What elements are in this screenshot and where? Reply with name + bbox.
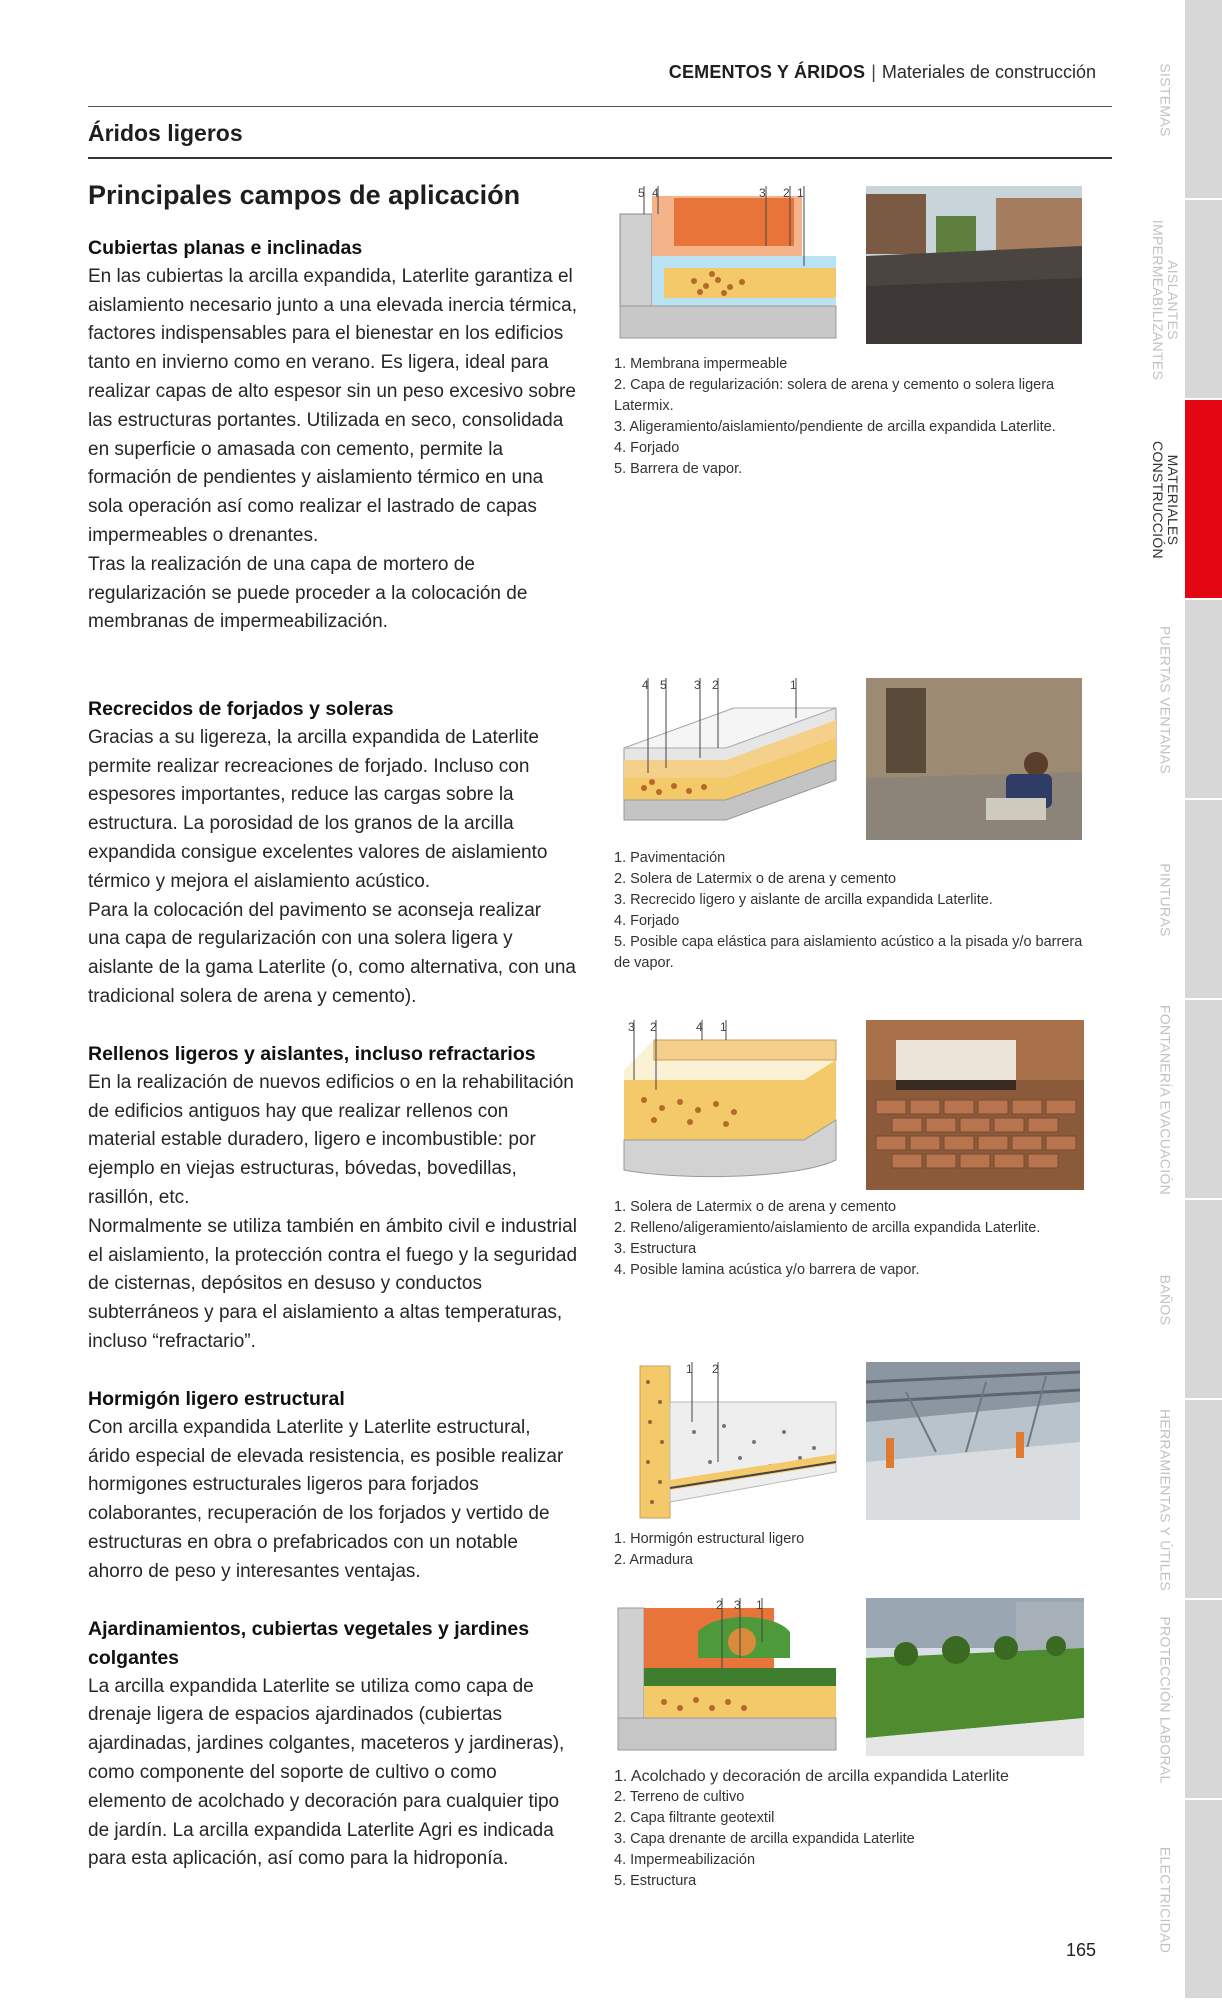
tab-label: SISTEMAS (1157, 63, 1174, 137)
caption-line: 3. Capa drenante de arcilla expandida Laterlite (614, 1831, 915, 1847)
callout-number: 4 (652, 186, 659, 200)
concrete-structure-photo (866, 1362, 1080, 1520)
tab-herramientas[interactable] (1185, 1400, 1222, 1600)
caption-line: 3. Aligeramiento/aislamiento/pendiente de arcilla expandida Laterlite. (614, 419, 1056, 435)
caption-line: 4. Forjado (614, 913, 680, 929)
section-block (88, 1040, 578, 1357)
caption-line: 1. Membrana impermeable (614, 356, 788, 372)
tab-label: PUERTAS VENTANAS (1157, 626, 1174, 774)
caption-line: 1. Solera de Latermix o de arena y cemento (614, 1199, 897, 1215)
caption-line: 4. Posible lamina acústica y/o barrera de vapor. (614, 1262, 920, 1278)
fill-section-diagram (614, 1020, 844, 1190)
paragraph: Normalmente se utiliza también en ámbito civil e industrial el aislamiento, la protección contra el fuego y la seguridad de cisternas, depósitos en desuso y conductos subterráneos y para el aislamiento a altas temperaturas, incluso “refractario”. (88, 1215, 578, 1352)
tab-aislantes[interactable] (1185, 200, 1222, 400)
caption-line: 1. Hormigón estructural ligero (614, 1531, 805, 1547)
running-header (669, 62, 1096, 83)
caption-line: 5. Posible capa elástica para aislamiento acústico a la pisada y/o barrera de vapor. (614, 934, 1083, 971)
tab-label: ELECTRICIDAD (1157, 1846, 1174, 1954)
section-heading: Hormigón ligero estructural (88, 1388, 345, 1410)
garden-roof-photo (866, 1598, 1084, 1756)
tab-label: HERRAMIENTAS Y ÚTILES (1157, 1408, 1174, 1592)
tab-label: BAÑOS (1157, 1274, 1174, 1326)
callout-number: 4 (696, 1020, 703, 1034)
caption-line: 2. Solera de Latermix o de arena y cemento (614, 871, 897, 887)
roof-photo (866, 186, 1082, 344)
callout-number: 2 (650, 1020, 657, 1034)
header-subtitle: Materiales de construcción (881, 62, 1096, 82)
tab-label: FONTANERÍA EVACUACIÓN (1157, 1004, 1174, 1196)
concrete-section-diagram (614, 1362, 844, 1522)
callout-number: 1 (720, 1020, 727, 1034)
paragraph: Gracias a su ligereza, la arcilla expandida de Laterlite permite realizar recreaciones de forjado. Incluso con espesores importantes, reduce las cargas sobre la estructura. La porosidad de los granos de la arcilla expandida consigue excelentes valores de aislamiento térmico y mejora el aislamiento acústico. (88, 726, 548, 892)
caption-line: 4. Forjado (614, 440, 680, 456)
tab-fontaneria[interactable] (1185, 1000, 1222, 1200)
callout-number: 1 (686, 1362, 693, 1376)
caption-line: 3. Recrecido ligero y aislante de arcilla expandida Laterlite. (614, 892, 993, 908)
callout-number: 2 (783, 186, 790, 200)
callout-number: 5 (638, 186, 645, 200)
section-block (88, 1385, 578, 1587)
callout-number: 3 (628, 1020, 635, 1034)
tab-puertas-ventanas[interactable] (1185, 600, 1222, 800)
caption-line: 2. Armadura (614, 1552, 693, 1568)
tab-materiales-construccion[interactable] (1185, 400, 1222, 600)
caption-line: 3. Estructura (614, 1241, 697, 1257)
figure-caption (614, 1766, 1084, 1892)
callout-number: 3 (734, 1598, 741, 1612)
side-tab-bar (1185, 0, 1222, 2000)
header-separator: | (871, 62, 876, 82)
figure-caption (614, 1529, 1084, 1571)
paragraph: En la realización de nuevos edificios o en la rehabilitación de edificios antiguos hay que realizar rellenos con material estable duradero, ligero e incombustible: por ejemplo en viejas estructuras, bóvedas, bovedillas, rasillón, etc. (88, 1071, 574, 1208)
caption-line: 2. Relleno/aligeramiento/aislamiento de arcilla expandida Laterlite. (614, 1220, 1041, 1236)
roof-section-diagram (614, 186, 844, 346)
tab-pinturas[interactable] (1185, 800, 1222, 1000)
section-heading: Recrecidos de forjados y soleras (88, 698, 394, 720)
section-title: Áridos ligeros (88, 120, 243, 146)
section-heading: Rellenos ligeros y aislantes, incluso refractarios (88, 1043, 536, 1065)
section-heading: Cubiertas planas e inclinadas (88, 237, 363, 259)
tab-label: PINTURAS (1157, 863, 1174, 937)
section-heading: Ajardinamientos, cubiertas vegetales y jardines colgantes (88, 1618, 530, 1669)
paragraph: Tras la realización de una capa de mortero de regularización se puede proceder a la colocación de membranas de impermeabilización. (88, 553, 528, 633)
tab-label: PROTECCIÓN LABORAL (1157, 1616, 1174, 1784)
callout-number: 1 (797, 186, 804, 200)
section-block (88, 234, 578, 637)
paragraph: Para la colocación del pavimento se aconseja realizar una capa de regularización con una solera ligera y aislante de la gama Laterlite (o, como alternativa, con una tradicional solera de arena y cemento). (88, 899, 576, 1007)
callout-number: 2 (712, 1362, 719, 1376)
section-block (88, 1615, 578, 1874)
tab-electricidad[interactable] (1185, 1800, 1222, 2000)
caption-line: 1. Acolchado y decoración de arcilla expandida Laterlite (614, 1768, 1009, 1785)
caption-line: 5. Barrera de vapor. (614, 461, 743, 477)
figure-caption (614, 1197, 1084, 1281)
callout-number: 2 (712, 678, 719, 692)
tab-proteccion-laboral[interactable] (1185, 1600, 1222, 1800)
brick-vault-photo (866, 1020, 1084, 1190)
caption-line: 2. Capa filtrante geotextil (614, 1810, 775, 1826)
paragraph: En las cubiertas la arcilla expandida, Laterlite garantiza el aislamiento necesario junto a una elevada inercia térmica, factores indispensables para el bienestar en los edificios tanto en invierno como en verano. Es ligera, ideal para realizar capas de alto espesor sin un peso excesivo sobre las estructuras portantes. Utilizada en seco, consolidada en superficie o amasada con cemento, permite la formación de pendientes y aislamiento térmico en una sola operación así como realizar el lastrado de capas impermeables o drenantes. (88, 265, 577, 546)
caption-line: 2. Capa de regularización: solera de arena y cemento o solera ligera Latermix. (614, 377, 1055, 414)
slab-worker-photo (866, 678, 1082, 840)
slab-section-diagram (614, 678, 844, 840)
green-roof-section-diagram (614, 1598, 844, 1758)
page-title: Principales campos de aplicación (88, 180, 521, 210)
tab-label: MATERIALES CONSTRUCCIÓN (1150, 441, 1181, 559)
page-number: 165 (1066, 1940, 1097, 1960)
header-rule (88, 106, 1112, 107)
callout-number: 1 (790, 678, 797, 692)
tab-label: AISLANTES IMPERMEABILIZANTES (1150, 219, 1181, 381)
caption-line: 4. Impermeabilización (614, 1852, 756, 1868)
section-block (88, 695, 578, 1012)
caption-line: 2. Terreno de cultivo (614, 1789, 745, 1805)
tab-banos[interactable] (1185, 1200, 1222, 1400)
callout-number: 3 (694, 678, 701, 692)
paragraph: Con arcilla expandida Laterlite y Laterlite estructural, árido especial de elevada resistencia, es posible realizar hormigones estructurales ligeros para forjados colaborantes, recuperación de los forjados y vertido de estructuras en obra o prefabricados con un notable ahorro de peso y interesantes ventajas. (88, 1416, 564, 1582)
tab-sistemas[interactable] (1185, 0, 1222, 200)
paragraph: La arcilla expandida Laterlite se utiliza como capa de drenaje ligera de espacios ajardinados (cubiertas ajardinadas, jardines colgantes, maceteros y jardineras), como componente del soporte de cultivo o como elemento de acolchado y decoración para cualquier tipo de jardín. La arcilla expandida Laterlite Agri es indicada para esta aplicación, así como para la hidroponía. (88, 1675, 565, 1870)
callout-number: 2 (716, 1598, 723, 1612)
callout-number: 3 (759, 186, 766, 200)
callout-number: 4 (642, 678, 649, 692)
caption-line: 5. Estructura (614, 1873, 697, 1889)
caption-line: 1. Pavimentación (614, 850, 726, 866)
figure-caption (614, 354, 1084, 480)
section-rule (88, 157, 1112, 159)
callout-number: 1 (756, 1598, 763, 1612)
callout-number: 5 (660, 678, 667, 692)
figure-caption (614, 848, 1084, 974)
header-category: CEMENTOS Y ÁRIDOS (668, 62, 866, 82)
